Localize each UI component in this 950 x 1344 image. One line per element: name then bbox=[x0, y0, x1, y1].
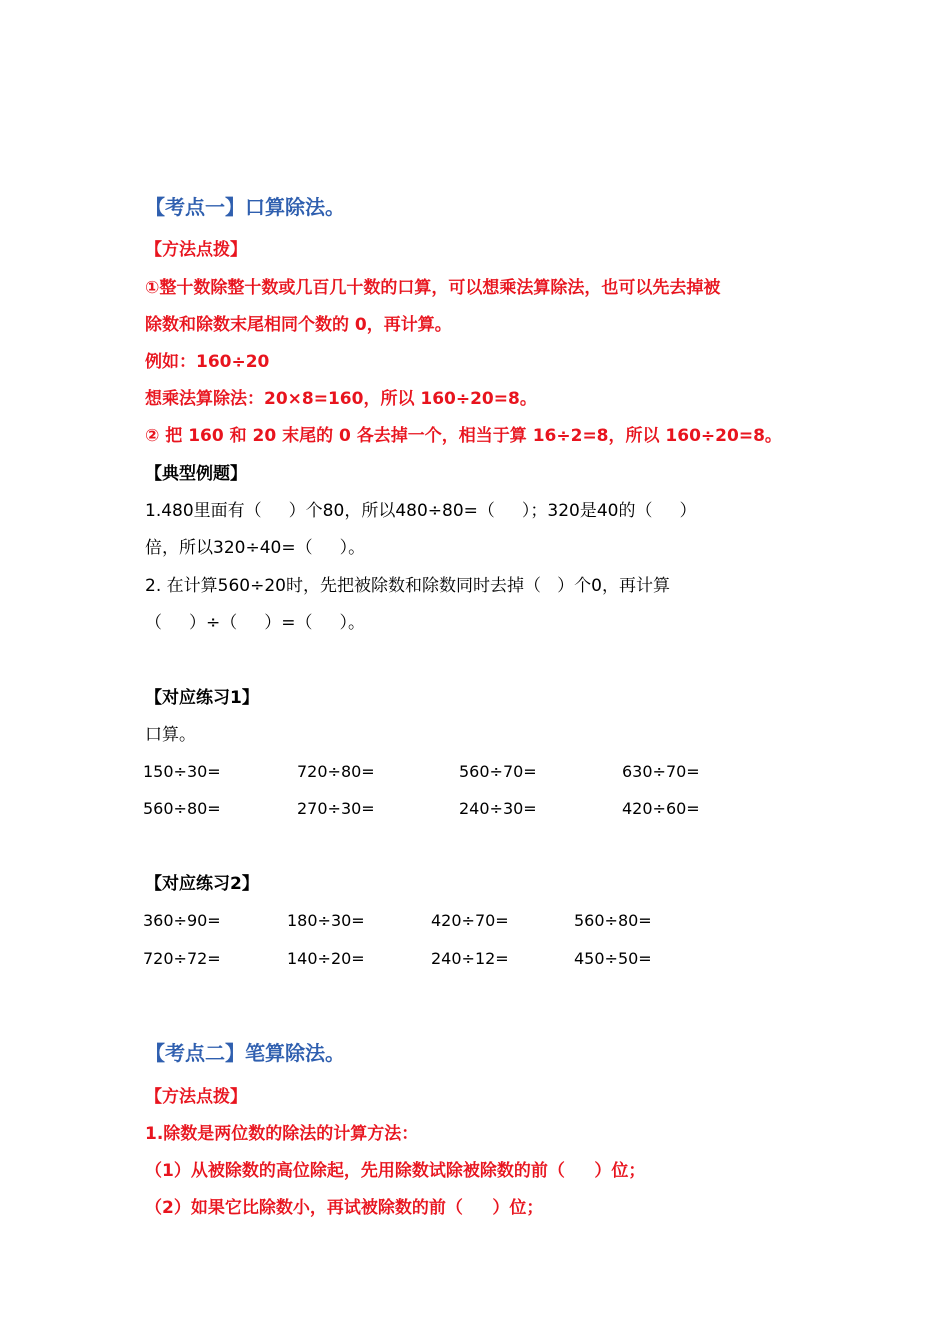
practice1-problem: 720÷80= bbox=[297, 762, 375, 781]
practice2-problem: 360÷90= bbox=[143, 911, 221, 930]
example-line: 1.480里面有（ ）个80，所以480÷80=（ ）；320是40的（ ） bbox=[145, 501, 697, 521]
method-line: 除数和除数末尾相同个数的 0，再计算。 bbox=[145, 315, 452, 335]
practice2-problem: 560÷80= bbox=[574, 911, 652, 930]
practice2-problem: 180÷30= bbox=[287, 911, 365, 930]
example-line: 倍，所以320÷40=（ ）。 bbox=[145, 538, 366, 558]
example-heading: 【典型例题】 bbox=[145, 464, 247, 484]
practice2-problem: 420÷70= bbox=[431, 911, 509, 930]
practice2-problem: 450÷50= bbox=[574, 949, 652, 968]
practice1-problem: 630÷70= bbox=[622, 762, 700, 781]
practice1-problem: 150÷30= bbox=[143, 762, 221, 781]
practice1-heading: 【对应练习1】 bbox=[145, 688, 259, 708]
method-line: ①整十数除整十数或几百几十数的口算，可以想乘法算除法，也可以先去掉被 bbox=[145, 278, 721, 298]
method-line: （2）如果它比除数小，再试被除数的前（ ）位； bbox=[145, 1198, 544, 1218]
example-line: （ ）÷（ ）=（ ）。 bbox=[145, 613, 366, 633]
method-line: （1）从被除数的高位除起，先用除数试除被除数的前（ ）位； bbox=[145, 1161, 646, 1181]
practice1-problem: 240÷30= bbox=[459, 799, 537, 818]
example-line: 2. 在计算560÷20时，先把被除数和除数同时去掉（ ）个0，再计算 bbox=[145, 576, 670, 596]
section1-title: 【考点一】口算除法。 bbox=[145, 195, 345, 219]
practice1-instruction: 口算。 bbox=[145, 725, 196, 745]
method-line: 想乘法算除法：20×8=160，所以 160÷20=8。 bbox=[145, 389, 537, 409]
practice2-problem: 240÷12= bbox=[431, 949, 509, 968]
practice1-problem: 270÷30= bbox=[297, 799, 375, 818]
method-line: 例如：160÷20 bbox=[145, 352, 270, 372]
section2-title: 【考点二】笔算除法。 bbox=[145, 1041, 345, 1065]
method-line: 1.除数是两位数的除法的计算方法： bbox=[145, 1124, 419, 1144]
section2-method-heading: 【方法点拨】 bbox=[145, 1087, 247, 1107]
section1-method-heading: 【方法点拨】 bbox=[145, 240, 247, 260]
practice1-problem: 420÷60= bbox=[622, 799, 700, 818]
method-line: ② 把 160 和 20 末尾的 0 各去掉一个，相当于算 16÷2=8，所以 160÷20=8。 bbox=[145, 426, 782, 446]
practice1-problem: 560÷80= bbox=[143, 799, 221, 818]
practice2-problem: 140÷20= bbox=[287, 949, 365, 968]
practice2-problem: 720÷72= bbox=[143, 949, 221, 968]
practice2-heading: 【对应练习2】 bbox=[145, 874, 259, 894]
practice1-problem: 560÷70= bbox=[459, 762, 537, 781]
